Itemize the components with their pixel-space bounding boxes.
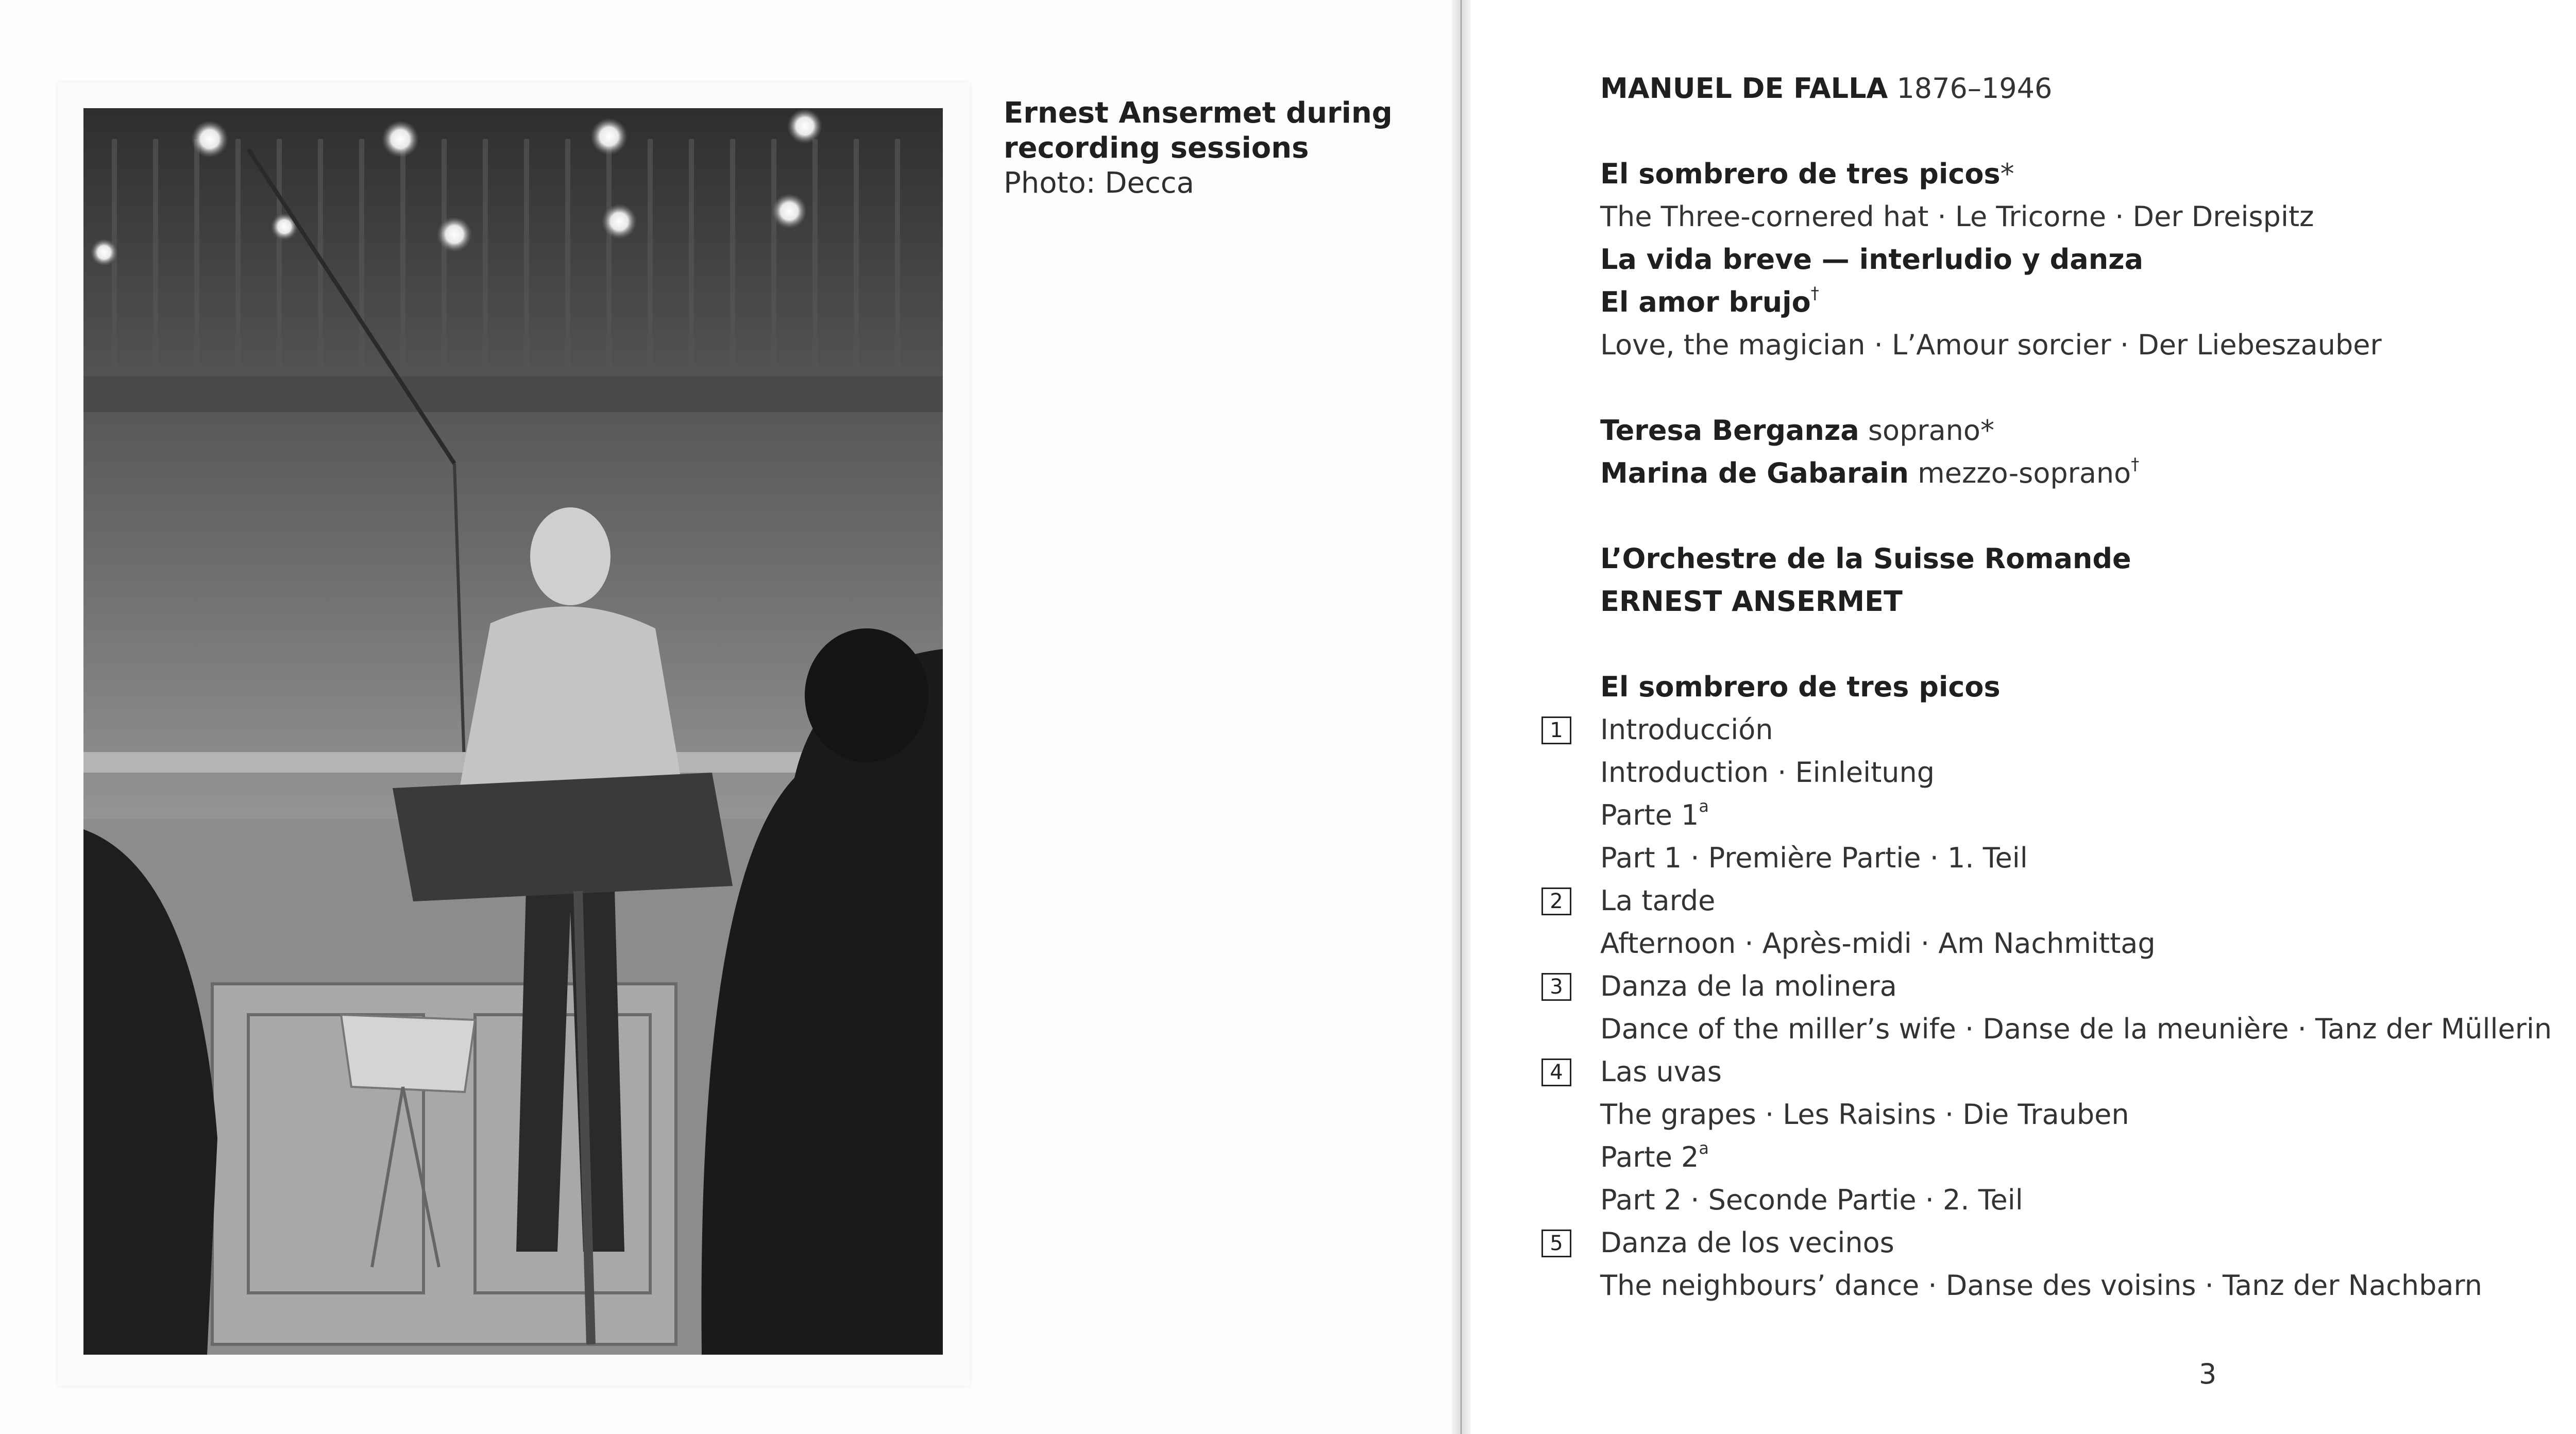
part-2-sup: a — [1699, 1138, 1709, 1158]
photo-frame — [58, 82, 970, 1386]
part-2-subtitle: Part 2 · Seconde Partie · 2. Teil — [1600, 1184, 2023, 1216]
track-subtitle: The neighbours’ dance · Danse des voisins · Tanz der Nachbarn — [1600, 1269, 2482, 1302]
work-3-title-line — [1600, 281, 2576, 323]
performer-2-role: mezzo-soprano — [1918, 457, 2131, 489]
track-row — [1550, 708, 2576, 751]
right-page — [1470, 0, 2576, 1434]
track-subtitle: Afternoon · Après-midi · Am Nachmittag — [1600, 927, 2156, 960]
track-number-badge: 5 — [1541, 1230, 1571, 1257]
track-number-badge: 3 — [1541, 973, 1571, 1001]
caption-title-line-2: recording sessions — [1004, 131, 1309, 165]
part-1-subtitle: Part 1 · Première Partie · 1. Teil — [1600, 842, 2028, 874]
part-1-title: Parte 1 — [1600, 799, 1699, 831]
work-3-title: El amor brujo — [1600, 286, 1811, 318]
composer-years: 1876–1946 — [1896, 72, 2053, 105]
performer-2 — [1600, 452, 2576, 494]
part-1-heading — [1600, 794, 2576, 836]
tracklist-section-title: El sombrero de tres picos — [1600, 671, 2001, 703]
performer-2-mark: † — [2131, 454, 2140, 474]
track-subtitle: The grapes · Les Raisins · Die Trauben — [1600, 1098, 2129, 1131]
work-1-title-line — [1600, 152, 2576, 195]
work-3-translations: Love, the magician · L’Amour sorcier · Der Liebeszauber — [1600, 329, 2382, 361]
composer-heading — [1600, 67, 2576, 110]
track-title: Danza de los vecinos — [1600, 1226, 1894, 1259]
track-title: La tarde — [1600, 884, 1716, 917]
track-title: Danza de la molinera — [1600, 970, 1897, 1002]
conductor-photo — [83, 108, 943, 1355]
booklet-spine — [1452, 0, 1470, 1434]
work-1-title: El sombrero de tres picos — [1600, 158, 2001, 190]
track-subtitle: Introduction · Einleitung — [1600, 756, 1935, 789]
work-1-translations: The Three-cornered hat · Le Tricorne · Der Dreispitz — [1600, 200, 2314, 233]
caption-credit: Photo: Decca — [1004, 166, 1194, 200]
work-3-mark: † — [1810, 283, 1819, 303]
part-2-title: Parte 2 — [1600, 1141, 1699, 1173]
performer-1 — [1600, 409, 2576, 452]
performer-1-role: soprano — [1868, 414, 1980, 447]
track-row — [1550, 965, 2576, 1008]
conductor-name: ERNEST ANSERMET — [1600, 585, 1903, 618]
caption-title-line-1: Ernest Ansermet during — [1004, 96, 1393, 130]
photo-caption — [1004, 96, 1395, 201]
performer-1-name: Teresa Berganza — [1600, 414, 1859, 447]
track-subtitle: Dance of the miller’s wife · Danse de la meunière · Tanz der Müllerin — [1600, 1013, 2552, 1045]
track-subtitle-row — [1600, 751, 2576, 794]
track-number-badge: 1 — [1541, 716, 1571, 744]
page-number: 3 — [2199, 1358, 2217, 1390]
work-1-mark: * — [2000, 158, 2014, 190]
part-1-sup: a — [1699, 796, 1709, 816]
performer-2-name: Marina de Gabarain — [1600, 457, 1909, 489]
track-number-badge: 2 — [1541, 887, 1571, 915]
track-row — [1550, 879, 2576, 922]
track-number-badge: 4 — [1541, 1059, 1571, 1086]
track-row — [1550, 1050, 2576, 1093]
orchestra-name: L’Orchestre de la Suisse Romande — [1600, 542, 2131, 575]
part-2-heading — [1600, 1136, 2576, 1179]
track-title: Las uvas — [1600, 1055, 1722, 1088]
tracklist-content — [1550, 67, 2576, 1307]
work-2-title: La vida breve — interludio y danza — [1600, 243, 2144, 276]
performer-1-mark: * — [1980, 414, 1994, 447]
track-row — [1550, 1221, 2576, 1264]
composer-name: MANUEL DE FALLA — [1600, 72, 1888, 105]
track-title: Introducción — [1600, 713, 1773, 746]
